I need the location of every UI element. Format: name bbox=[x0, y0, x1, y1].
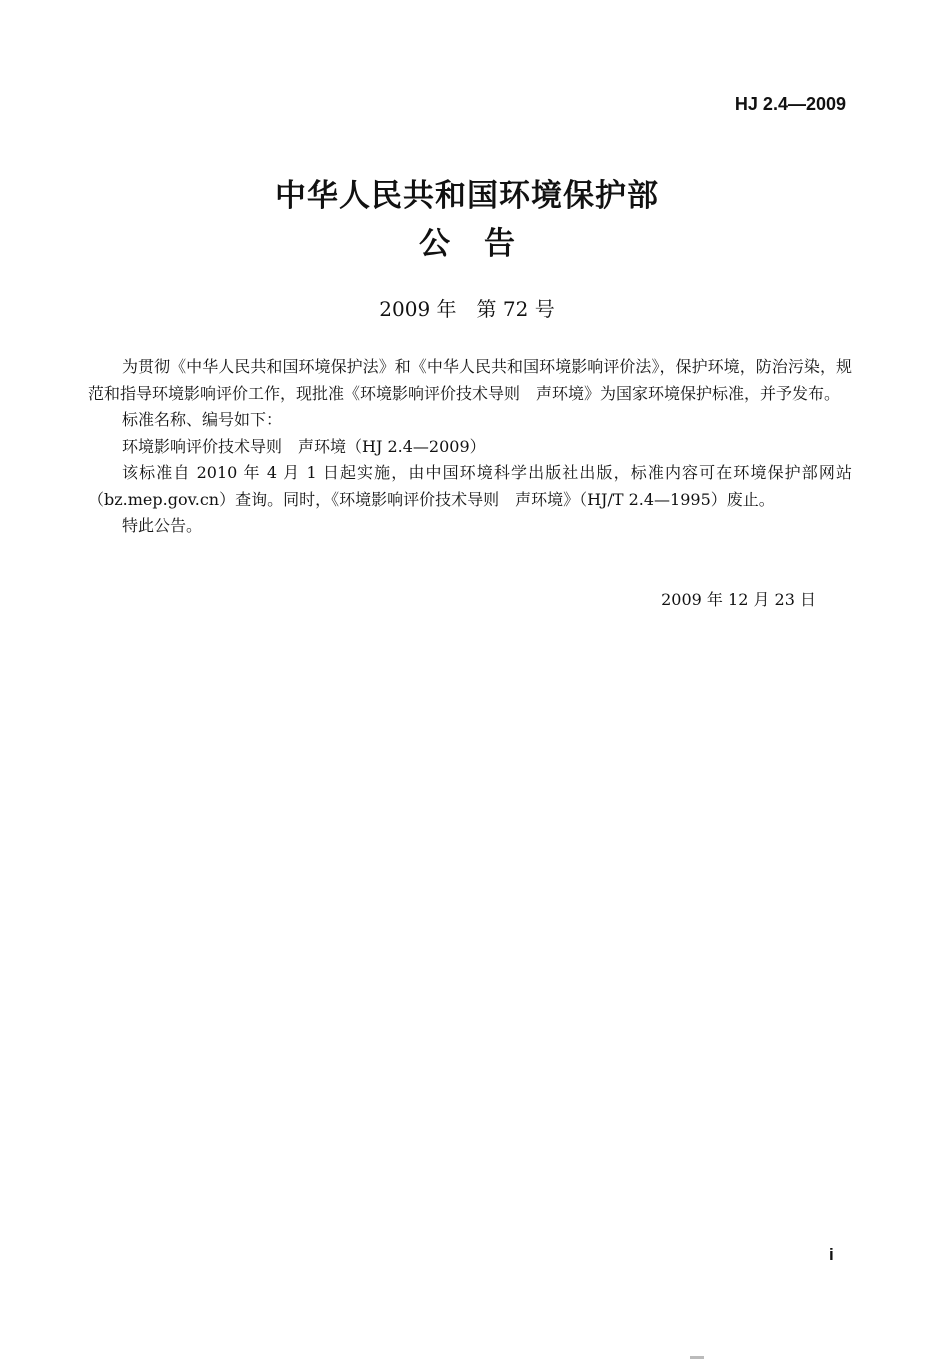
paragraph-closing: 特此公告。 bbox=[122, 516, 203, 535]
standard-code: HJ 2.4—2009 bbox=[734, 94, 846, 114]
document-type-title: 公告 bbox=[419, 226, 549, 262]
paragraph-standard-heading: 标准名称、编号如下： bbox=[122, 410, 283, 429]
scan-artifact bbox=[690, 1356, 704, 1359]
announcement-body bbox=[88, 354, 852, 540]
announcement-number: 2009 年 第 72 号 bbox=[379, 297, 555, 321]
paragraph-standard-name: 环境影响评价技术导则 声环境（HJ 2.4—2009） bbox=[122, 436, 486, 456]
signature-date: 2009 年 12 月 23 日 bbox=[661, 590, 816, 609]
paragraph-implementation: 该标准自 2010 年 4 月 1 日起实施，由中国环境科学出版社出版，标准内容可在环境保护部网站（bz.mep.gov.cn）查询。同时，《环境影响评价技术导则 声环境》（HJ/T 2.4—1995）废止。 bbox=[88, 463, 852, 509]
paragraph-intro: 为贯彻《中华人民共和国环境保护法》和《中华人民共和国环境影响评价法》，保护环境，防治污染，规范和指导环境影响评价工作，现批准《环境影响评价技术导则 声环境》为国家环境保护标准，并予发布。 bbox=[88, 357, 852, 403]
ministry-title: 中华人民共和国环境保护部 bbox=[275, 178, 659, 214]
page-number: i bbox=[829, 1245, 834, 1264]
